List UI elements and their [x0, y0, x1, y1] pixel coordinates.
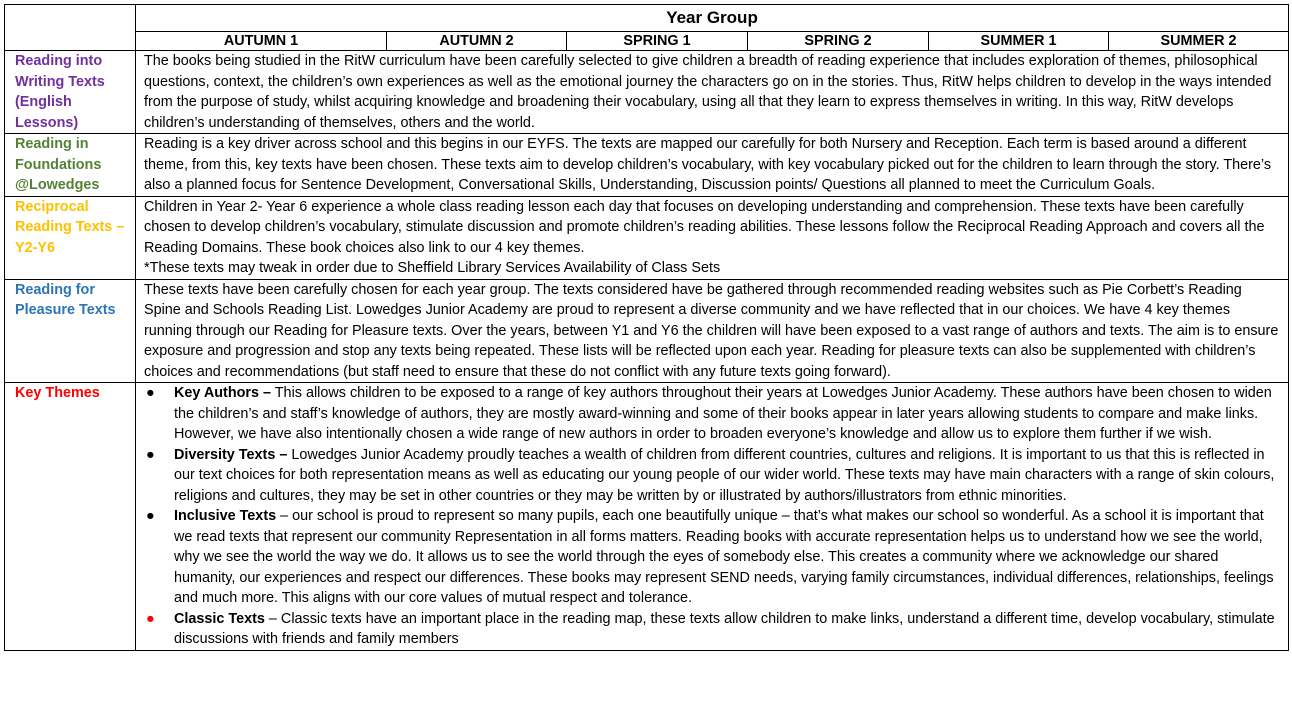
- row-label: Reading for Pleasure Texts: [5, 279, 136, 383]
- term-header-summer-2: SUMMER 2: [1109, 32, 1289, 51]
- reading-map-table: [4, 4, 1289, 651]
- theme-title: Inclusive Texts: [174, 508, 277, 524]
- bullet-icon: ●: [146, 385, 155, 401]
- year-group-header: Year Group: [136, 5, 1289, 32]
- list-item: [144, 445, 1280, 507]
- row-description: Reading is a key driver across school and this begins in our EYFS. The texts are mapped our carefully for both Nursery and Reception. Each term is based around a different theme, from this, key texts have been chosen. These texts aim to develop children’s vocabulary, with key vocabulary picked out for the children to learn through the story. There’s also a planned focus for Sentence Development, Conversational Skills, Understanding, Discussion points/ Questions all planned to meet the Curriculum Goals.: [136, 134, 1289, 197]
- row-reading-for-pleasure: [5, 279, 1289, 383]
- theme-title: Key Authors –: [174, 385, 272, 401]
- term-header-autumn-2: AUTUMN 2: [387, 32, 567, 51]
- row-description: The books being studied in the RitW curriculum have been carefully selected to give children a breadth of reading experience that includes exploration of themes, philosophical questions, context, the children’s own experiences as well as the emotional journey the characters go on in the stories. Thus, RitW helps children to develop in the ways intended from the purpose of study, whilst acquiring knowledge and broadening their vocabulary, using all that they learn to express themselves in writing. In this way, RitW develops children’s understanding of themselves, others and the world.: [136, 51, 1289, 134]
- key-themes-list: [136, 383, 1289, 651]
- row-key-themes: [5, 383, 1289, 651]
- row-reading-into-writing: [5, 51, 1289, 134]
- row-label: Key Themes: [5, 383, 136, 651]
- bullet-icon: ●: [146, 446, 155, 463]
- theme-text: Lowedges Junior Academy proudly teaches a wealth of children from different countries, cultures and religions. It is important to us that this is reflected in our text choices for both representation means as well as educating our young people of our wider world. These texts may have main characters with a range of skin colours, religions and cultures, they may be set in other countries or they may be written by or illustrated by authors/illustrators from ethnic minorities.: [174, 446, 1275, 504]
- row-reading-in-foundations: [5, 134, 1289, 197]
- theme-title: Diversity Texts –: [174, 446, 288, 463]
- row-description: These texts have been carefully chosen for each year group. The texts considered have be gathered through recommended reading websites such as Pie Corbett’s Reading Spine and Schools Reading List. Lowedges Junior Academy are proud to represent a diverse community and we have reflected that in our choices. We have 4 key themes running through our Reading for Pleasure texts. Over the years, between Y1 and Y6 the children will have been exposed to a vast range of authors and texts. The aim is to ensure exposure and progression and stop any texts being repeated. These lists will be reflected upon each year. Reading for pleasure texts can also be supplemented with children’s choices and recommendations (but staff need to ensure that these do not conflict with any future texts going forward).: [136, 279, 1289, 383]
- term-header-summer-1: SUMMER 1: [929, 32, 1109, 51]
- row-label: Reciprocal Reading Texts – Y2-Y6: [5, 196, 136, 279]
- bullet-icon: ●: [146, 508, 155, 524]
- row-label: Reading in Foundations @Lowedges: [5, 134, 136, 197]
- theme-text: – our school is proud to represent so many pupils, each one beautifully unique – that’s what makes our school so wonderful. As a school it is important that we read texts that represent our community Representation in all forms matters. Reading books with accurate representation helps us to understand how we see the world, why we see the world the way we do. It allows us to see the world through the eyes of somebody else. This creates a community where we acknowledge our shared humanity, our experiences and respect our differences. These books may represent SEND needs, varying family circumstances, individual differences, relationships, feelings and much more. This aligns with our core values of mutual respect and tolerance.: [174, 508, 1274, 606]
- corner-cell: [5, 5, 136, 51]
- theme-title: Classic Texts: [174, 610, 265, 627]
- list-item: [144, 506, 1280, 609]
- list-item: [144, 609, 1280, 650]
- term-header-spring-2: SPRING 2: [748, 32, 929, 51]
- bullet-icon: ●: [146, 610, 155, 627]
- row-reciprocal-reading: [5, 196, 1289, 279]
- term-header-spring-1: SPRING 1: [567, 32, 748, 51]
- row-note: *These texts may tweak in order due to Sheffield Library Services Availability of Class Sets: [144, 260, 721, 276]
- theme-text: This allows children to be exposed to a range of key authors throughout their years at Lowedges Junior Academy. These authors have been chosen to widen the children’s and staff’s knowledge of authors, they are mostly award-winning and some of their books appear in later years allowing students to compare and make links. However, we have also intentionally chosen a wide range of new authors in order to broaden everyone’s knowledge and allow us to explore them further if we wish.: [174, 385, 1272, 442]
- row-label: Reading into Writing Texts (English Lessons): [5, 51, 136, 134]
- list-item: [144, 383, 1280, 445]
- theme-text: – Classic texts have an important place in the reading map, these texts allow children to make links, understand a different time, develop vocabulary, stimulate discussions with friends and family members: [174, 610, 1275, 647]
- term-header-autumn-1: AUTUMN 1: [136, 32, 387, 51]
- row-description: Children in Year 2- Year 6 experience a whole class reading lesson each day that focuses on developing understanding and comprehension. These texts have been carefully chosen to develop children’s vocabulary, stimulate discussion and promote children’s reading abilities. These lessons follow the Reciprocal Reading Approach and covers all the Reading Domains. These book choices also link to our 4 key themes.: [144, 198, 1265, 256]
- row-description-cell: [136, 196, 1289, 279]
